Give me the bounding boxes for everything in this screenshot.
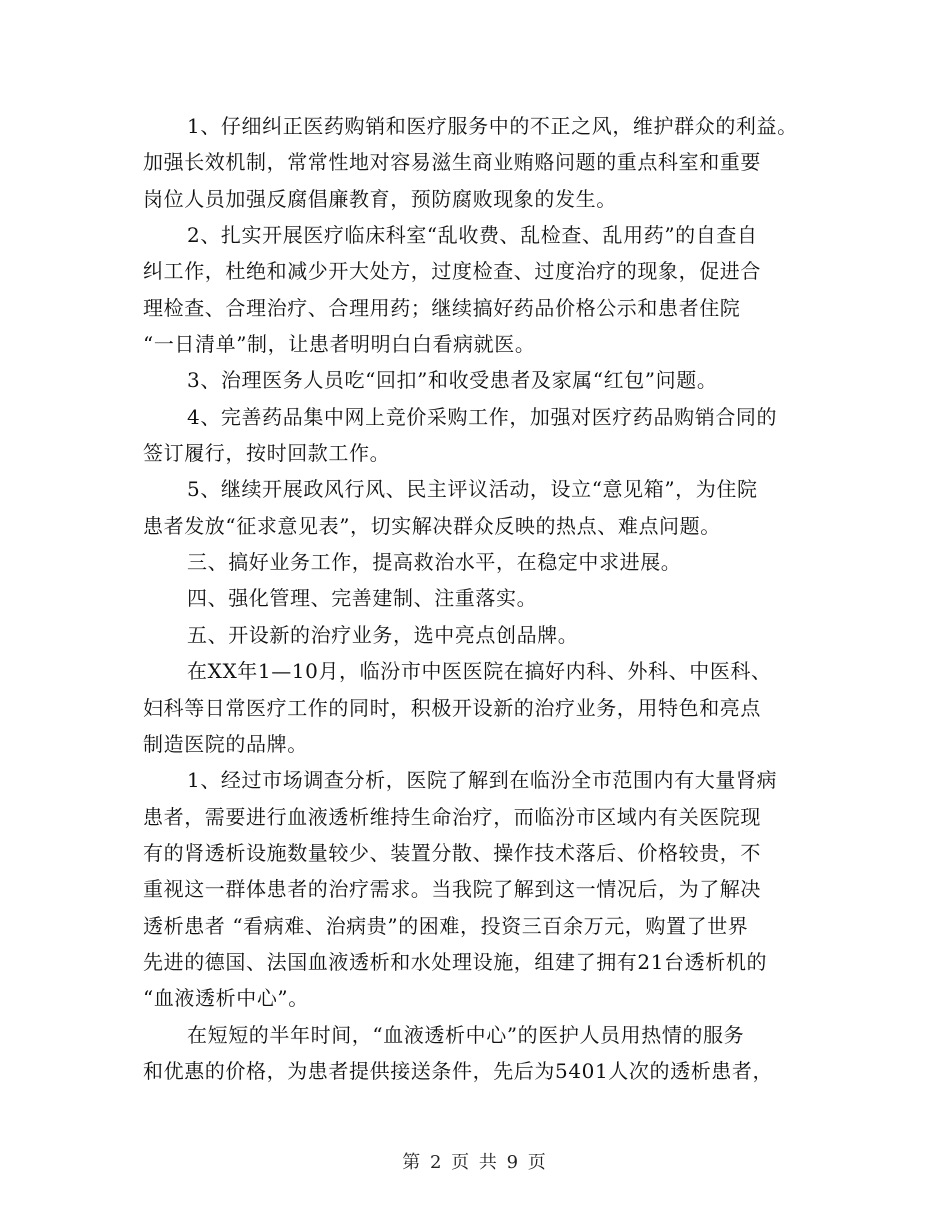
text-line: 和优惠的价格，为患者提供接送条件，先后为5401人次的透析患者， — [143, 1058, 774, 1083]
text-line: 重视这一群体患者的治疗需求。当我院了解到这一情况后，为了解决 — [143, 877, 761, 902]
text-line: “一日清单”制，让患者明明白白看病就医。 — [143, 332, 536, 357]
text-line: 有的肾透析设施数量较少、装置分散、操作技术落后、价格较贵，不 — [143, 840, 761, 865]
text-line: 制造医院的品牌。 — [143, 731, 308, 756]
text-line: “血液透析中心”。 — [143, 986, 309, 1011]
text-line: 岗位人员加强反腐倡廉教育，预防腐败现象的发生。 — [143, 186, 617, 211]
text-line: 透析患者 “看病难、治病贵”的困难，投资三百余万元，购置了世界 — [143, 913, 749, 938]
text-line: 妇科等日常医疗工作的同时，积极开设新的治疗业务，用特色和亮点 — [143, 695, 761, 720]
text-line: 先进的德国、法国血液透析和水处理设施，组建了拥有21台透析机的 — [143, 949, 768, 974]
text-line: 在短短的半年时间，“血液透析中心”的医护人员用热情的服务 — [187, 1022, 745, 1047]
text-line: 患者，需要进行血液透析维持生命治疗，而临汾市区域内有关医院现 — [143, 804, 761, 829]
page-footer: 第 2 页 共 9 页 — [402, 1152, 548, 1173]
text-line: 4、完善药品集中网上竞价采购工作，加强对医疗药品购销合同的 — [187, 404, 778, 429]
text-line: 5、继续开展政风行风、民主评议活动，设立“意见箱”，为住院 — [187, 477, 758, 502]
text-line: 签订履行，按时回款工作。 — [143, 441, 391, 466]
document-body — [143, 108, 833, 1089]
text-line: 在XX年1—10月，临汾市中医医院在搞好内科、外科、中医科、 — [187, 659, 772, 684]
text-line: 五、开设新的治疗业务，选中亮点创品牌。 — [187, 622, 579, 647]
text-line: 理检查、合理治疗、合理用药；继续搞好药品价格公示和患者住院 — [143, 295, 741, 320]
text-line: 四、强化管理、完善建制、注重落实。 — [187, 586, 538, 611]
text-line: 纠工作，杜绝和减少开大处方，过度检查、过度治疗的现象，促进合 — [143, 259, 761, 284]
text-line: 患者发放“征求意见表”，切实解决群众反映的热点、难点问题。 — [143, 513, 721, 538]
text-line: 1、仔细纠正医药购销和医疗服务中的不正之风，维护群众的利益。 — [187, 114, 798, 138]
text-line: 2、扎实开展医疗临床科室“乱收费、乱检查、乱用药”的自查自 — [187, 223, 758, 248]
text-line: 1、经过市场调查分析，医院了解到在临汾全市范围内有大量肾病 — [187, 768, 778, 793]
text-line: 3、治理医务人员吃“回扣”和收受患者及家属“红包”问题。 — [187, 368, 718, 393]
text-line: 加强长效机制，常常性地对容易滋生商业贿赂问题的重点科室和重要 — [143, 150, 761, 175]
text-line: 三、搞好业务工作，提高救治水平，在稳定中求进展。 — [187, 550, 682, 575]
